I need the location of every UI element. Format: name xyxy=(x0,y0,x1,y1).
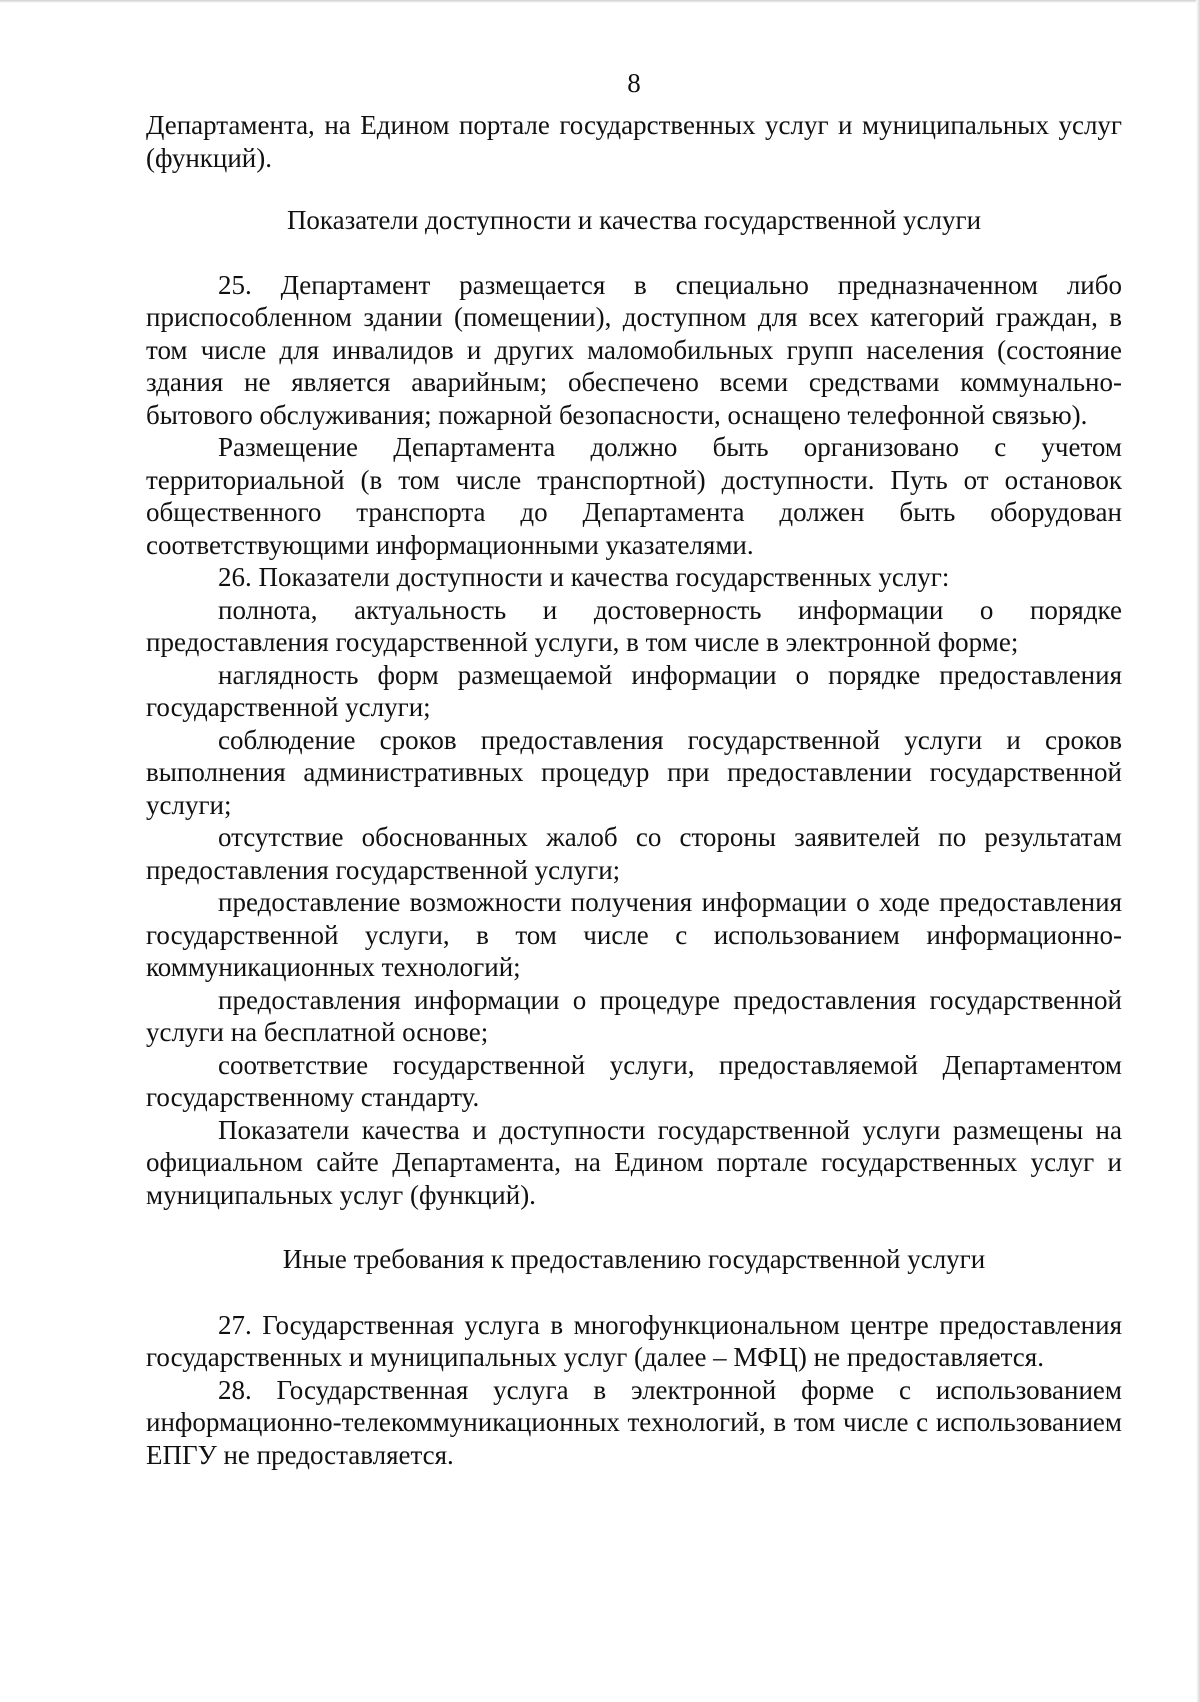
paragraph: наглядность форм размещаемой информации о порядке предоставления государственной услуги; xyxy=(146,659,1122,722)
page-number: 8 xyxy=(627,68,641,98)
document-body xyxy=(146,109,1122,1471)
paragraph: полнота, актуальность и достоверность информации о порядке предоставления государственной услуги, в том числе в электронной форме; xyxy=(146,594,1122,657)
paragraph: отсутствие обоснованных жалоб со стороны заявителей по результатам предоставления государственной услуги; xyxy=(146,822,1122,885)
paragraph: Показатели качества и доступности государственной услуги размещены на официальном сайте Департамента, на Едином портале государственных услуг и муниципальных услуг (функций). xyxy=(146,1114,1122,1210)
paragraph: 26. Показатели доступности и качества государственных услуг: xyxy=(218,562,950,592)
paragraph: 27. Государственная услуга в многофункциональном центре предоставления государственных и муниципальных услуг (далее – МФЦ) не предоставляется. xyxy=(146,1309,1122,1372)
paragraph: Размещение Департамента должно быть организовано с учетом территориальной (в том числе транспортной) доступности. Путь от остановок общественного транспорта до Департамента должен быть оборудован соответствующими информационными указателями. xyxy=(146,432,1122,560)
paragraph: предоставления информации о процедуре предоставления государственной услуги на бесплатной основе; xyxy=(146,984,1122,1047)
scan-edge-right xyxy=(1196,0,1200,1702)
paragraph: 25. Департамент размещается в специально предназначенном либо приспособленном здании (помещении), доступном для всех категорий граждан, в том числе для инвалидов и других маломобильных групп населения (состояние здания не является аварийным; обеспечено всеми средствами коммунально-бытового обслуживания; пожарной безопасности, оснащено телефонной связью). xyxy=(146,269,1122,430)
document-page xyxy=(146,64,1122,1471)
paragraph: соблюдение сроков предоставления государственной услуги и сроков выполнения административных процедур при предоставлении государственной услуги; xyxy=(146,724,1122,820)
section-heading: Показатели доступности и качества государственной услуги xyxy=(286,205,982,235)
paragraph: соответствие государственной услуги, предоставляемой Департаментом государственному стандарту. xyxy=(146,1049,1122,1112)
paragraph: предоставление возможности получения информации о ходе предоставления государственной услуги, в том числе с использованием информационно-коммуникационных технологий; xyxy=(146,887,1122,982)
section-heading: Иные требования к предоставлению государственной услуги xyxy=(282,1244,986,1274)
scan-edge-top xyxy=(0,0,1200,3)
paragraph: Департамента, на Едином портале государственных услуг и муниципальных услуг (функций). xyxy=(146,110,1122,173)
paragraph: 28. Государственная услуга в электронной форме с использованием информационно-телекоммуникационных технологий, в том числе с использованием ЕПГУ не предоставляется. xyxy=(146,1374,1122,1470)
